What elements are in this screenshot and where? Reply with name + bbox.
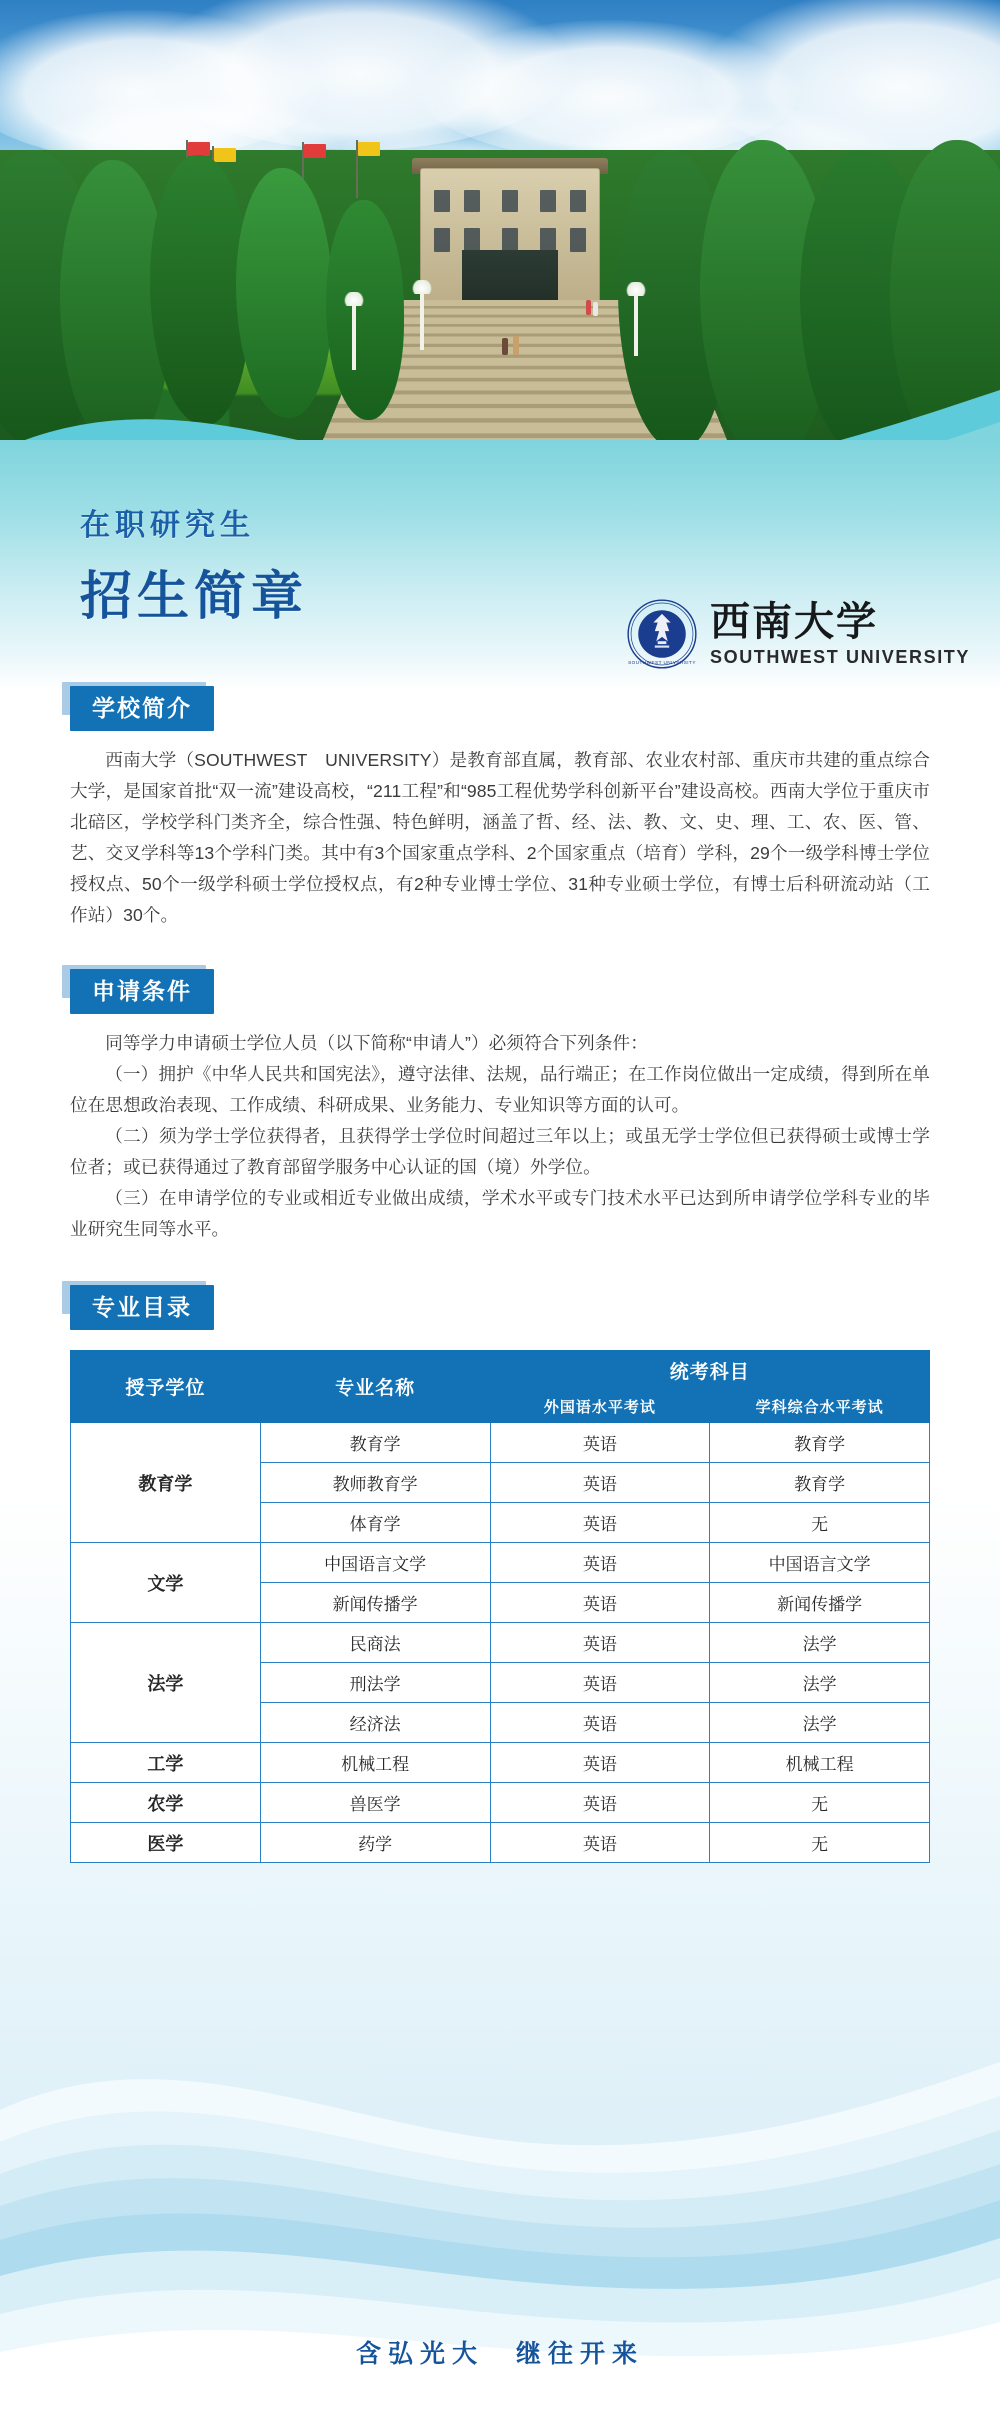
table-row: [71, 1823, 930, 1863]
cell-major: 体育学: [260, 1503, 490, 1543]
cell-degree: 教育学: [71, 1423, 261, 1543]
poster-subtitle: 在职研究生: [80, 509, 255, 542]
cell-exam-foreign: 英语: [490, 1463, 710, 1503]
paragraph: （三）在申请学位的专业或相近专业做出成绩，学术水平或专门技术水平已达到所申请学位学科专业的毕业研究生同等水平。: [70, 1188, 930, 1239]
th-major: 专业名称: [260, 1351, 490, 1423]
cell-exam-subject: 教育学: [710, 1423, 930, 1463]
lamp-head: [343, 292, 365, 306]
table-head: [71, 1351, 930, 1423]
cell-exam-foreign: 英语: [490, 1623, 710, 1663]
cell-major: 经济法: [260, 1703, 490, 1743]
section-major-catalog: [70, 1289, 1000, 1328]
major-catalog-table-wrapper: [70, 1350, 930, 1863]
cell-major: 教师教育学: [260, 1463, 490, 1503]
university-seal-icon: [626, 598, 698, 670]
cell-exam-foreign: 英语: [490, 1423, 710, 1463]
section-heading-major-catalog: [70, 1289, 214, 1322]
th-exam-foreign: 外国语水平考试: [490, 1391, 710, 1423]
cell-major: 机械工程: [260, 1743, 490, 1783]
table-row: [71, 1543, 930, 1583]
section-heading-apply-conditions: [70, 973, 214, 1006]
section-heading-school-intro: [70, 690, 214, 723]
cell-exam-subject: 教育学: [710, 1463, 930, 1503]
apply-conditions-body: [70, 1028, 930, 1245]
table-row: [71, 1783, 930, 1823]
paragraph: （二）须为学士学位获得者，且获得学士学位时间超过三年以上；或虽无学士学位但已获得硕士或博士学位者；或已获得通过了教育部留学服务中心认证的国（境）外学位。: [70, 1126, 930, 1177]
table-row: [71, 1743, 930, 1783]
cell-major: 中国语言文学: [260, 1543, 490, 1583]
lamp-head: [411, 280, 433, 294]
cell-exam-subject: 新闻传播学: [710, 1583, 930, 1623]
logo-english-name: SOUTHWEST UNIVERSITY: [709, 647, 970, 667]
cell-degree: 法学: [71, 1623, 261, 1743]
school-intro-body: [70, 745, 930, 931]
cell-degree: 农学: [71, 1783, 261, 1823]
cell-exam-subject: 法学: [710, 1703, 930, 1743]
cell-major: 民商法: [260, 1623, 490, 1663]
cell-major: 兽医学: [260, 1783, 490, 1823]
cell-exam-foreign: 英语: [490, 1543, 710, 1583]
flag: [214, 148, 236, 162]
page-title: 招生简章: [80, 569, 309, 626]
logo-chinese-name: 西南大学: [709, 599, 878, 644]
th-exam-group: 统考科目: [490, 1351, 930, 1391]
cell-exam-subject: 无: [710, 1823, 930, 1863]
cell-exam-foreign: 英语: [490, 1783, 710, 1823]
heading-label: 专业目录: [70, 1285, 214, 1330]
cell-exam-foreign: 英语: [490, 1823, 710, 1863]
paragraph: （一）拥护《中华人民共和国宪法》，遵守法律、法规，品行端正；在工作岗位做出一定成绩，得到所在单位在思想政治表现、工作成绩、科研成果、业务能力、专业知识等方面的认可。: [70, 1064, 930, 1115]
cell-exam-foreign: 英语: [490, 1703, 710, 1743]
cell-exam-subject: 中国语言文学: [710, 1543, 930, 1583]
cell-exam-subject: 机械工程: [710, 1743, 930, 1783]
university-logo: [626, 598, 970, 670]
svg-text:SOUTHWEST UNIVERSITY: SOUTHWEST UNIVERSITY: [628, 660, 696, 666]
major-catalog-table: [70, 1350, 930, 1863]
pedestrian: [593, 302, 598, 316]
section-apply-conditions: [70, 973, 1000, 1245]
section-school-intro: [70, 690, 1000, 931]
cell-exam-subject: 法学: [710, 1623, 930, 1663]
poster-content: [0, 690, 1000, 1863]
cell-degree: 医学: [71, 1823, 261, 1863]
cell-degree: 工学: [71, 1743, 261, 1783]
flag: [188, 142, 210, 156]
cell-exam-foreign: 英语: [490, 1503, 710, 1543]
table-row: [71, 1623, 930, 1663]
lamp-head: [625, 282, 647, 296]
cell-major: 教育学: [260, 1423, 490, 1463]
cell-major: 刑法学: [260, 1663, 490, 1703]
heading-label: 学校简介: [70, 686, 214, 731]
paragraph: 同等学力申请硕士学位人员（以下简称“申请人”）必须符合下列条件：: [105, 1033, 648, 1053]
cell-exam-subject: 无: [710, 1503, 930, 1543]
cell-major: 药学: [260, 1823, 490, 1863]
flag: [358, 142, 380, 156]
cell-exam-subject: 无: [710, 1783, 930, 1823]
paragraph: 西南大学（SOUTHWEST UNIVERSITY）是教育部直属，教育部、农业农村部、重庆市共建的重点综合大学，是国家首批“双一流”建设高校，“211工程”和“985工程优势学科创新平台”建设高校。西南大学位于重庆市北碚区，学校学科门类齐全，综合性强、特色鲜明，涵盖了哲、经、法、教、文、史、理、工、农、医、管、艺、交叉学科等13个学科门类。其中有3个国家重点学科、2个国家重点（培育）学科，29个一级学科博士学位授权点、50个一级学科硕士学位授权点，有2种专业博士学位、31种专业硕士学位，有博士后科研流动站（工作站）30个。: [70, 750, 930, 925]
pedestrian: [586, 300, 591, 315]
th-degree: 授予学位: [71, 1351, 261, 1423]
flag: [304, 144, 326, 158]
poster-title-block: [80, 500, 308, 629]
cell-exam-subject: 法学: [710, 1663, 930, 1703]
cell-exam-foreign: 英语: [490, 1663, 710, 1703]
cell-exam-foreign: 英语: [490, 1583, 710, 1623]
cell-exam-foreign: 英语: [490, 1743, 710, 1783]
table-header-row: [71, 1351, 930, 1391]
cell-degree: 文学: [71, 1543, 261, 1623]
th-exam-subject: 学科综合水平考试: [710, 1391, 930, 1423]
table-body: [71, 1423, 930, 1863]
heading-label: 申请条件: [70, 969, 214, 1014]
table-row: [71, 1423, 930, 1463]
cell-major: 新闻传播学: [260, 1583, 490, 1623]
university-motto: 含弘光大 继往开来: [355, 2341, 644, 2368]
